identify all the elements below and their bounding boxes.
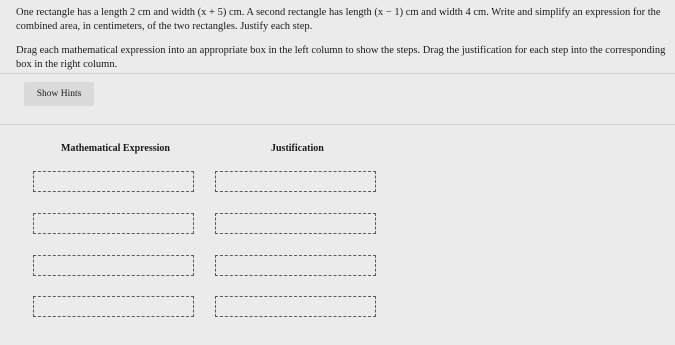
justification-drop-box[interactable] <box>215 296 376 317</box>
justification-drop-box[interactable] <box>215 171 376 192</box>
expression-drop-box[interactable] <box>33 255 194 276</box>
justification-column-header: Justification <box>271 143 324 154</box>
expression-drop-box[interactable] <box>33 296 194 317</box>
expression-drop-box[interactable] <box>33 213 194 234</box>
show-hints-button[interactable]: Show Hints <box>24 82 94 106</box>
instructions: Drag each mathematical expression into an appropriate box in the left column to show the steps. Drag the justification for each step into the corresponding box in the right column. <box>16 45 666 70</box>
divider-bottom <box>0 124 675 125</box>
divider-top <box>0 73 675 74</box>
justification-drop-box[interactable] <box>215 255 376 276</box>
expression-column-header: Mathematical Expression <box>61 143 170 154</box>
expression-drop-box[interactable] <box>33 171 194 192</box>
problem-statement: One rectangle has a length 2 cm and width (x + 5) cm. A second rectangle has length (x − 1) cm and width 4 cm. Write and simplify an expression for the combined area, in centimeters, of the two rectangles. Justify each step. <box>16 7 661 32</box>
justification-drop-box[interactable] <box>215 213 376 234</box>
